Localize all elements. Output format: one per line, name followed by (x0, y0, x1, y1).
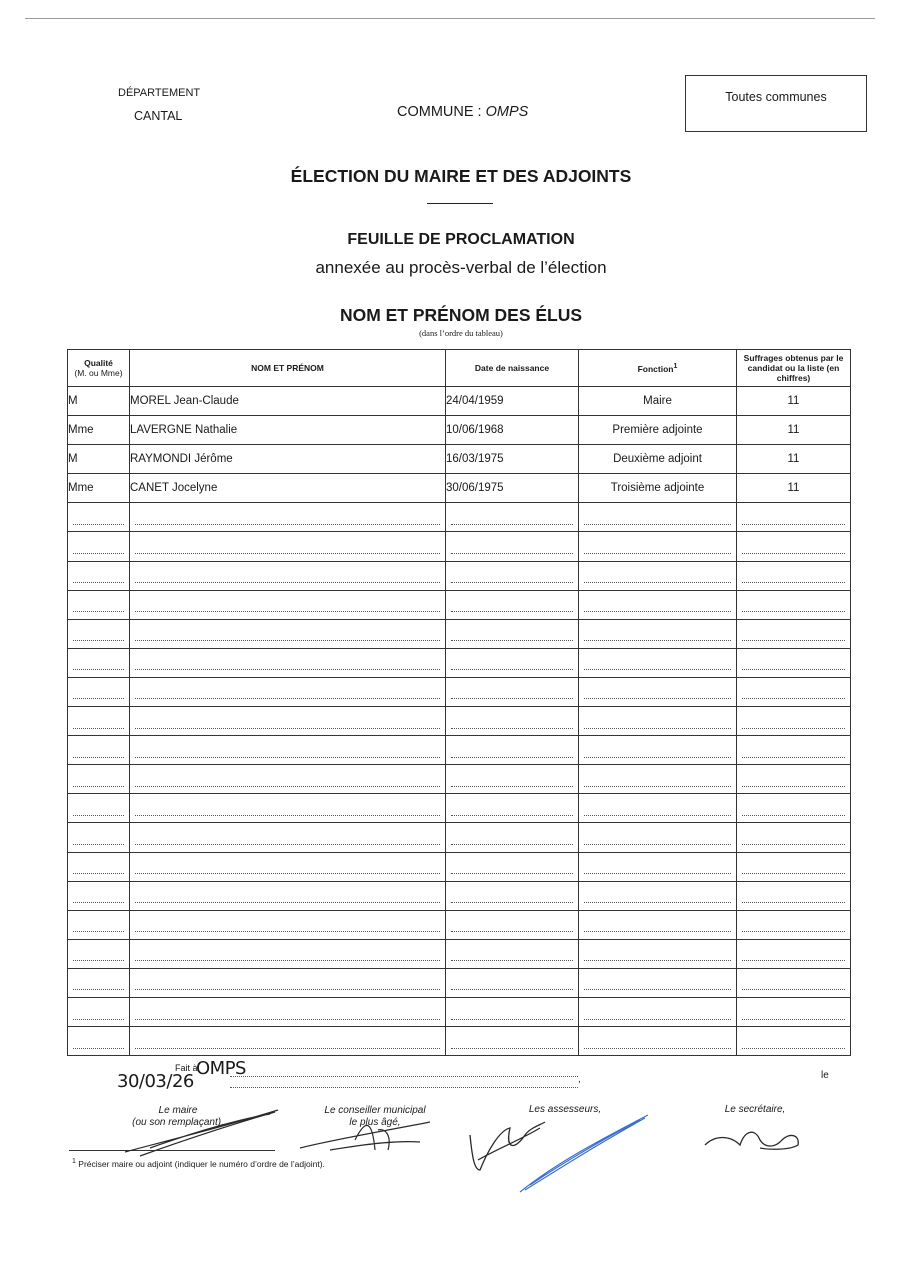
empty-cell (446, 968, 579, 997)
dotted-line (742, 757, 845, 758)
empty-cell (68, 736, 130, 765)
dotted-line (584, 611, 731, 612)
empty-cell (737, 677, 851, 706)
empty-cell (579, 765, 737, 794)
empty-cell (579, 619, 737, 648)
empty-cell (446, 794, 579, 823)
empty-cell (737, 794, 851, 823)
dotted-line (584, 989, 731, 990)
dotted-line (742, 815, 845, 816)
empty-cell (68, 561, 130, 590)
empty-cell (579, 910, 737, 939)
dotted-line (135, 669, 440, 670)
empty-cell (68, 823, 130, 852)
dotted-line (742, 786, 845, 787)
dotted-line (584, 1048, 731, 1049)
empty-table-row (68, 736, 851, 765)
empty-cell (737, 590, 851, 619)
dotted-line (135, 873, 440, 874)
table-header-row (68, 350, 851, 387)
empty-cell (579, 939, 737, 968)
dotted-line (451, 728, 573, 729)
dotted-line (73, 873, 124, 874)
empty-table-row (68, 939, 851, 968)
dotted-line (742, 873, 845, 874)
cell-fonction: Deuxième adjoint (579, 445, 737, 474)
dotted-line (742, 611, 845, 612)
empty-cell (579, 532, 737, 561)
cell-nom: MOREL Jean-Claude (130, 387, 446, 416)
empty-cell (446, 677, 579, 706)
empty-cell (68, 910, 130, 939)
empty-table-row (68, 997, 851, 1026)
empty-table-row (68, 794, 851, 823)
empty-cell (579, 794, 737, 823)
dotted-line (451, 524, 573, 525)
table-row (68, 416, 851, 445)
cell-nom: LAVERGNE Nathalie (130, 416, 446, 445)
assesseurs-signature-label: Les assesseurs, (528, 1104, 602, 1115)
dotted-line (135, 844, 440, 845)
empty-cell (737, 765, 851, 794)
page-title: ÉLECTION DU MAIRE ET DES ADJOINTS (290, 166, 632, 186)
assesseur-signature-2 (520, 1115, 648, 1192)
elected-table (67, 349, 851, 1056)
footnote (72, 1158, 325, 1169)
department-label: DÉPARTEMENT (118, 87, 201, 99)
dotted-line (742, 989, 845, 990)
conseiller-signature-label (305, 1105, 445, 1129)
dotted-line (451, 669, 573, 670)
empty-cell (579, 852, 737, 881)
empty-cell (130, 968, 446, 997)
header-nom: NOM ET PRÉNOM (130, 350, 446, 387)
table-body (68, 387, 851, 1056)
secretaire-signature (705, 1132, 798, 1149)
empty-cell (446, 590, 579, 619)
empty-cell (68, 503, 130, 532)
dotted-line (73, 757, 124, 758)
empty-cell (130, 619, 446, 648)
footnote-text: Préciser maire ou adjoint (indiquer le numéro d’ordre de l’adjoint). (78, 1158, 325, 1169)
header-date: Date de naissance (446, 350, 579, 387)
dotted-line (73, 1048, 124, 1049)
dotted-line (73, 524, 124, 525)
cell-suffrages: 11 (737, 474, 851, 503)
dotted-line (135, 728, 440, 729)
empty-cell (130, 997, 446, 1026)
cell-date: 10/06/1968 (446, 416, 579, 445)
empty-cell (579, 823, 737, 852)
commune-label: COMMUNE : (397, 104, 482, 120)
dotted-line (451, 815, 573, 816)
empty-table-row (68, 677, 851, 706)
place-comma: , (578, 1074, 581, 1085)
empty-cell (130, 794, 446, 823)
dotted-line (73, 902, 124, 903)
empty-cell (579, 590, 737, 619)
dotted-line (584, 698, 731, 699)
empty-cell (579, 736, 737, 765)
footnote-ref: 1 (673, 363, 678, 371)
empty-table-row (68, 619, 851, 648)
dotted-line (451, 989, 573, 990)
empty-cell (68, 707, 130, 736)
title-separator (427, 203, 493, 204)
commune-line (397, 104, 528, 120)
footnote-rule (69, 1150, 275, 1151)
dotted-line (73, 844, 124, 845)
empty-table-row (68, 823, 851, 852)
dotted-line (135, 902, 440, 903)
top-rule (25, 18, 875, 19)
empty-cell (68, 677, 130, 706)
empty-cell (130, 532, 446, 561)
dotted-line (742, 1019, 845, 1020)
dotted-line (135, 640, 440, 641)
dotted-line (73, 786, 124, 787)
dotted-line (584, 815, 731, 816)
maire-sub-label: (ou son remplaçant), (132, 1117, 224, 1128)
empty-cell (130, 707, 446, 736)
dotted-line (73, 960, 124, 961)
cell-qualite: Mme (68, 474, 130, 503)
empty-cell (579, 881, 737, 910)
commune-value: OMPS (485, 104, 529, 120)
empty-cell (130, 648, 446, 677)
empty-cell (446, 707, 579, 736)
dotted-line (451, 960, 573, 961)
table-row (68, 387, 851, 416)
cell-fonction: Maire (579, 387, 737, 416)
cell-qualite: M (68, 387, 130, 416)
header-qualite-sub: (M. ou Mme) (74, 368, 123, 378)
empty-cell (446, 619, 579, 648)
maire-label: Le maire (158, 1105, 198, 1116)
dotted-line (584, 640, 731, 641)
dotted-line (135, 815, 440, 816)
conseiller-sub-label: le plus âgé, (349, 1117, 401, 1128)
empty-cell (737, 968, 851, 997)
dotted-line (135, 960, 440, 961)
cell-fonction: Troisième adjointe (579, 474, 737, 503)
dotted-line (742, 728, 845, 729)
empty-cell (68, 648, 130, 677)
header-suffrages: Suffrages obtenus par le candidat ou la liste (en chiffres) (737, 350, 851, 387)
cell-nom: RAYMONDI Jérôme (130, 445, 446, 474)
empty-cell (130, 1027, 446, 1056)
empty-cell (130, 881, 446, 910)
dotted-line (451, 611, 573, 612)
empty-cell (446, 503, 579, 532)
cell-suffrages: 11 (737, 445, 851, 474)
secretaire-signature-label: Le secrétaire, (724, 1104, 786, 1115)
empty-cell (130, 823, 446, 852)
table-row (68, 474, 851, 503)
sheet-subtitle: annexée au procès-verbal de l’élection (315, 258, 607, 277)
empty-cell (737, 619, 851, 648)
dotted-line (73, 815, 124, 816)
place-dotted-line (230, 1076, 578, 1077)
cell-qualite: Mme (68, 416, 130, 445)
cell-date: 24/04/1959 (446, 387, 579, 416)
commune-size-box (685, 75, 867, 132)
assesseur-signature-1 (470, 1122, 545, 1170)
empty-table-row (68, 561, 851, 590)
dotted-line (73, 669, 124, 670)
dotted-line (135, 1019, 440, 1020)
dotted-line (73, 931, 124, 932)
signing-place: OMPS (196, 1058, 246, 1079)
cell-qualite: M (68, 445, 130, 474)
empty-table-row (68, 910, 851, 939)
empty-cell (446, 823, 579, 852)
dotted-line (584, 786, 731, 787)
dotted-line (584, 524, 731, 525)
empty-cell (579, 561, 737, 590)
dotted-line (73, 1019, 124, 1020)
empty-cell (446, 736, 579, 765)
dotted-line (451, 902, 573, 903)
dotted-line (451, 1019, 573, 1020)
empty-cell (579, 968, 737, 997)
conseiller-label: Le conseiller municipal (324, 1105, 426, 1116)
empty-table-row (68, 881, 851, 910)
dotted-line (451, 931, 573, 932)
empty-cell (579, 997, 737, 1026)
empty-cell (737, 736, 851, 765)
empty-cell (68, 968, 130, 997)
dotted-line (451, 1048, 573, 1049)
empty-table-row (68, 503, 851, 532)
le-label: le (821, 1070, 829, 1081)
empty-cell (579, 707, 737, 736)
dotted-line (135, 524, 440, 525)
empty-cell (446, 532, 579, 561)
empty-cell (446, 852, 579, 881)
header-fonction-label: Fonction (637, 363, 674, 374)
dotted-line (451, 844, 573, 845)
dotted-line (451, 873, 573, 874)
fait-a-label: Fait à (175, 1063, 198, 1073)
sheet-title: FEUILLE DE PROCLAMATION (347, 231, 575, 248)
empty-cell (579, 648, 737, 677)
section-title: NOM ET PRÉNOM DES ÉLUS (339, 305, 583, 325)
empty-table-row (68, 532, 851, 561)
empty-table-row (68, 1027, 851, 1056)
empty-table-row (68, 765, 851, 794)
dotted-line (73, 728, 124, 729)
empty-cell (579, 677, 737, 706)
dotted-line (742, 553, 845, 554)
commune-size-text: Toutes communes (725, 89, 827, 104)
empty-table-row (68, 590, 851, 619)
empty-cell (737, 852, 851, 881)
dotted-line (742, 844, 845, 845)
dotted-line (135, 757, 440, 758)
empty-cell (579, 1027, 737, 1056)
dotted-line (742, 669, 845, 670)
empty-cell (68, 881, 130, 910)
empty-cell (68, 852, 130, 881)
dotted-line (73, 611, 124, 612)
dotted-line (451, 553, 573, 554)
empty-cell (446, 561, 579, 590)
dotted-line (451, 640, 573, 641)
dotted-line (73, 553, 124, 554)
dotted-line (135, 611, 440, 612)
dotted-line (742, 524, 845, 525)
empty-cell (68, 939, 130, 968)
header-fonction (579, 350, 737, 387)
cell-suffrages: 11 (737, 416, 851, 445)
empty-cell (130, 736, 446, 765)
empty-cell (446, 910, 579, 939)
dotted-line (135, 553, 440, 554)
empty-cell (737, 707, 851, 736)
dotted-line (451, 698, 573, 699)
maire-signature-label (118, 1105, 238, 1129)
empty-cell (446, 997, 579, 1026)
empty-cell (737, 648, 851, 677)
empty-cell (737, 1027, 851, 1056)
dotted-line (73, 582, 124, 583)
header-qualite (68, 350, 130, 387)
empty-cell (68, 590, 130, 619)
empty-cell (446, 881, 579, 910)
dotted-line (584, 844, 731, 845)
empty-cell (446, 1027, 579, 1056)
empty-cell (130, 503, 446, 532)
empty-table-row (68, 648, 851, 677)
signing-date: 30/03/26 (117, 1071, 194, 1092)
dotted-line (135, 931, 440, 932)
empty-cell (130, 910, 446, 939)
dotted-line (584, 757, 731, 758)
table-row (68, 445, 851, 474)
section-subtitle: (dans l’ordre du tableau) (419, 328, 503, 338)
dotted-line (584, 1019, 731, 1020)
empty-cell (68, 997, 130, 1026)
dotted-line (742, 698, 845, 699)
dotted-line (73, 640, 124, 641)
dotted-line (584, 902, 731, 903)
dotted-line (584, 582, 731, 583)
empty-cell (130, 561, 446, 590)
empty-cell (68, 619, 130, 648)
empty-cell (737, 997, 851, 1026)
dotted-line (584, 960, 731, 961)
header-qualite-label: Qualité (84, 358, 113, 368)
empty-cell (68, 794, 130, 823)
empty-cell (130, 677, 446, 706)
empty-cell (68, 765, 130, 794)
empty-cell (737, 532, 851, 561)
dotted-line (742, 931, 845, 932)
footnote-mark: 1 (72, 1158, 76, 1165)
empty-table-row (68, 968, 851, 997)
empty-cell (446, 939, 579, 968)
empty-cell (737, 910, 851, 939)
empty-cell (446, 765, 579, 794)
empty-cell (68, 532, 130, 561)
dotted-line (584, 553, 731, 554)
dotted-line (73, 698, 124, 699)
dotted-line (742, 960, 845, 961)
empty-cell (130, 852, 446, 881)
cell-nom: CANET Jocelyne (130, 474, 446, 503)
empty-cell (130, 765, 446, 794)
cell-date: 30/06/1975 (446, 474, 579, 503)
empty-cell (446, 648, 579, 677)
empty-cell (737, 823, 851, 852)
empty-table-row (68, 707, 851, 736)
empty-cell (737, 881, 851, 910)
department-value: CANTAL (134, 109, 183, 123)
dotted-line (742, 582, 845, 583)
dotted-line (135, 989, 440, 990)
cell-suffrages: 11 (737, 387, 851, 416)
empty-cell (737, 503, 851, 532)
cell-fonction: Première adjointe (579, 416, 737, 445)
dotted-line (135, 698, 440, 699)
date-dotted-line (230, 1087, 578, 1088)
dotted-line (135, 582, 440, 583)
dotted-line (584, 728, 731, 729)
empty-cell (68, 1027, 130, 1056)
dotted-line (742, 1048, 845, 1049)
dotted-line (584, 669, 731, 670)
empty-table-row (68, 852, 851, 881)
empty-cell (737, 561, 851, 590)
cell-date: 16/03/1975 (446, 445, 579, 474)
empty-cell (130, 939, 446, 968)
dotted-line (584, 873, 731, 874)
dotted-line (451, 757, 573, 758)
dotted-line (742, 902, 845, 903)
empty-cell (130, 590, 446, 619)
dotted-line (451, 786, 573, 787)
empty-cell (579, 503, 737, 532)
dotted-line (135, 786, 440, 787)
empty-cell (737, 939, 851, 968)
dotted-line (73, 989, 124, 990)
dotted-line (742, 640, 845, 641)
dotted-line (135, 1048, 440, 1049)
dotted-line (584, 931, 731, 932)
dotted-line (451, 582, 573, 583)
